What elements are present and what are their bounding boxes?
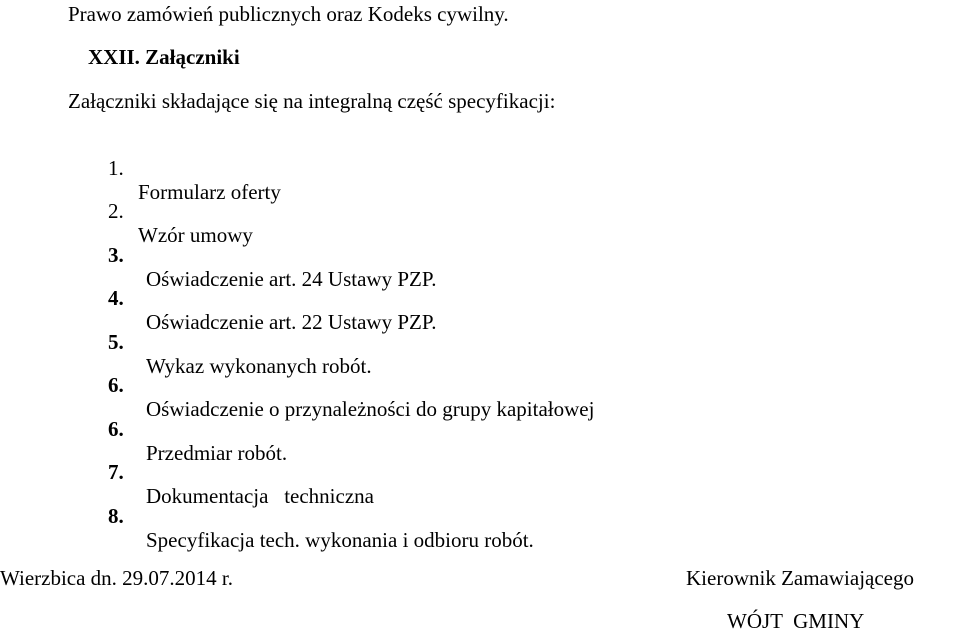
list-item-number: 2. xyxy=(108,199,124,223)
section-heading: XXII. Załączniki xyxy=(88,45,240,69)
list-item-text: Oświadczenie art. 22 Ustawy PZP. xyxy=(146,310,437,334)
list-item-number: 6. xyxy=(108,417,124,441)
place-and-date: Wierzbica dn. 29.07.2014 r. xyxy=(0,566,234,590)
list-item-text: Formularz oferty xyxy=(138,180,281,204)
list-item-text: Wzór umowy xyxy=(138,223,253,247)
signer-name: WÓJT GMINY xyxy=(727,609,865,633)
list-item-text: Specyfikacja tech. wykonania i odbioru robót. xyxy=(146,528,534,552)
list-item-number: 7. xyxy=(108,460,124,484)
list-item-number: 5. xyxy=(108,330,124,354)
list-item-text: Dokumentacja techniczna xyxy=(146,484,374,508)
list-item-number: 6. xyxy=(108,373,124,397)
list-item-number: 1. xyxy=(108,156,124,180)
signer-title: Kierownik Zamawiającego xyxy=(686,566,914,590)
list-item-text: Oświadczenie o przynależności do grupy kapitałowej xyxy=(146,397,595,421)
list-item-number: 3. xyxy=(108,243,124,267)
list-item-text: Przedmiar robót. xyxy=(146,441,288,465)
attachments-lead-text: Załączniki składające się na integralną część specyfikacji: xyxy=(68,89,556,113)
intro-text: Prawo zamówień publicznych oraz Kodeks cywilny. xyxy=(68,2,509,26)
list-item-number: 4. xyxy=(108,286,124,310)
list-item-text: Wykaz wykonanych robót. xyxy=(146,354,372,378)
list-item-text: Oświadczenie art. 24 Ustawy PZP. xyxy=(146,267,437,291)
list-item-number: 8. xyxy=(108,504,124,528)
